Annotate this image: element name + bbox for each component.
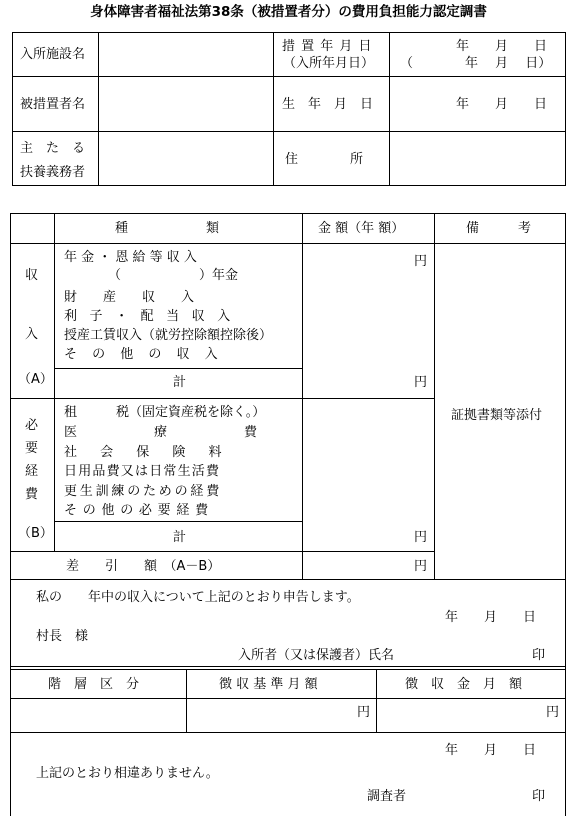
entry-date-label: （入所年月日） [283,56,375,71]
income-item-other: そ の 他 の 収 入 [64,347,224,362]
fee-col-class: 階 層 区 分 [48,677,140,692]
expense-total-label: 計 [173,530,187,545]
investigator-seal: 印 [532,789,546,804]
supporter-label-line1: 主 た る [20,141,86,156]
expense-remark: 証拠書類等添付 [451,408,543,423]
measure-date-value: 年 月 日 [456,39,548,54]
income-vertical-char-1: 収 [25,268,39,283]
expense-item-insurance: 社 会 保 険 料 [64,445,232,460]
declaration-text: 私の 年中の収入について上記のとおり申告します。 [36,590,360,605]
birth-value: 年 月 日 [456,97,548,112]
expense-item-tax: 租 税（固定資産税を除く。） [64,405,266,420]
expense-total-yen: 円 [414,530,428,545]
addressee: 村長 様 [36,629,89,644]
income-item-pension: 年 金 ・ 恩 給 等 収 入 [64,250,197,265]
income-vertical-char-2: 入 [25,327,39,342]
fee-amount-yen: 円 [546,705,560,720]
supporter-label-line2: 扶養義務者 [20,165,86,180]
income-total-label: 計 [173,375,187,390]
income-expense-table [10,213,566,580]
fee-standard-yen: 円 [357,705,371,720]
expense-vertical-char-2: 要 [25,441,39,456]
col-remarks-header: 備 考 [466,221,532,236]
expense-item-daily: 日用品費又は日常生活費 [64,464,221,479]
income-item-property: 財 産 収 入 [64,290,195,305]
expense-vertical-char-4: 費 [25,487,39,502]
expense-item-rehab: 更生訓練のための経費 [64,484,223,499]
income-item-wages: 授産工賃収入（就労控除額控除後） [64,328,273,343]
expense-item-medical: 医 療 費 [64,425,275,440]
investigator-label: 調査者 [367,789,407,804]
investigation-statement: 上記のとおり相違ありません。 [36,766,219,781]
difference-label: 差 引 額 （A－B） [66,559,221,574]
measure-date-label: 措 置 年 月 日 [282,39,373,54]
expense-vertical-char-3: 経 [25,464,39,479]
difference-yen: 円 [414,559,428,574]
birth-label: 生 年 月 日 [282,97,374,112]
declaration-date: 年 月 日 [445,610,537,625]
declaration-seal: 印 [532,648,546,663]
col-amount-header: 金 額（年 額） [318,221,405,236]
investigation-date: 年 月 日 [445,743,537,758]
income-tag: （A） [18,372,53,387]
fee-col-standard: 徴 収 基 準 月 額 [219,677,318,692]
person-label: 被措置者名 [20,97,86,112]
expense-tag: （B） [18,526,53,541]
double-rule [10,666,566,670]
income-total-yen: 円 [414,375,428,390]
income-item-pension-type: （ ）年金 [108,268,239,283]
fee-col-amount: 徴 収 金 月 額 [405,677,523,692]
entry-date-value: （ 年 月 日） [400,56,552,71]
income-item-interest: 利 子 ・ 配 当 収 入 [64,309,235,324]
income-yen-unit: 円 [414,254,428,269]
expense-item-other: そ の 他 の 必 要 経 費 [64,503,209,518]
expense-vertical-char-1: 必 [25,418,39,433]
signer-label: 入所者（又は保護者）氏名 [238,648,395,663]
address-label: 住 所 [285,152,364,167]
document-title: 身体障害者福祉法第38条（被措置者分）の費用負担能力認定調書 [90,4,487,20]
col-type-header: 種 類 [115,221,220,236]
facility-label: 入所施設名 [20,47,86,62]
